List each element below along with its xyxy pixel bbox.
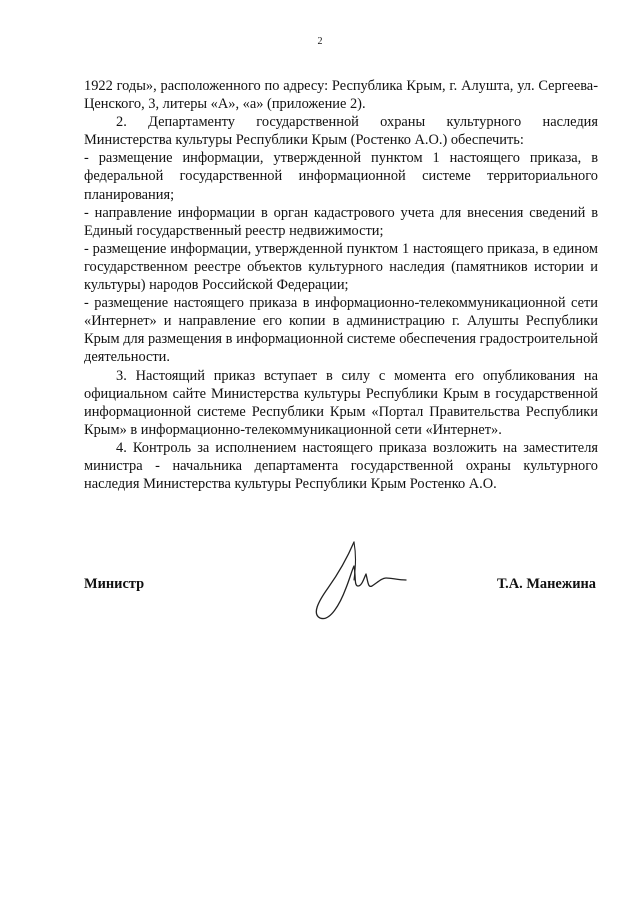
- list-item: - размещение настоящего приказа в информационно-телекоммуникационной сети «Интернет» и направление его копии в администрацию г. Алушты Республики Крым для размещения в информационной системе обеспечения градостроительной деятельности.: [84, 295, 598, 366]
- signatory-title: Министр: [84, 576, 145, 592]
- handwritten-signature: [302, 540, 412, 622]
- signatory-name: Т.А. Манежина: [496, 576, 596, 592]
- page-number: 2: [317, 36, 323, 47]
- paragraph-item-3: 3. Настоящий приказ вступает в силу с момента его опубликования на официальном сайте Министерства культуры Республики Крым в государственной информационной системе Республики Крым «Портал Правительства Республики Крым» в информационно-телекоммуникационной сети «Интернет».: [84, 367, 598, 438]
- document-body: [84, 77, 598, 493]
- list-item: - направление информации в орган кадастрового учета для внесения сведений в Единый государственный реестр недвижимости;: [84, 204, 598, 239]
- list-item: - размещение информации, утвержденной пунктом 1 настоящего приказа, в едином государственном реестре объектов культурного наследия (памятников истории и культуры) народов Российской Федерации;: [84, 240, 598, 294]
- signature-block: [84, 540, 598, 630]
- paragraph-continuation: 1922 годы», расположенного по адресу: Республика Крым, г. Алушта, ул. Сергеева-Ценского, 3, литеры «А», «а» (приложение 2).: [84, 78, 598, 113]
- list-item: - размещение информации, утвержденной пунктом 1 настоящего приказа, в федеральной государственной информационной системе территориального планирования;: [84, 150, 598, 203]
- paragraph-item-2: 2. Департаменту государственной охраны культурного наследия Министерства культуры Республики Крым (Ростенко А.О.) обеспечить:: [84, 114, 598, 149]
- paragraph-item-4: 4. Контроль за исполнением настоящего приказа возложить на заместителя министра - начальника департамента государственной охраны культурного наследия Министерства культуры Республики Крым Ростенко А.О.: [84, 439, 598, 493]
